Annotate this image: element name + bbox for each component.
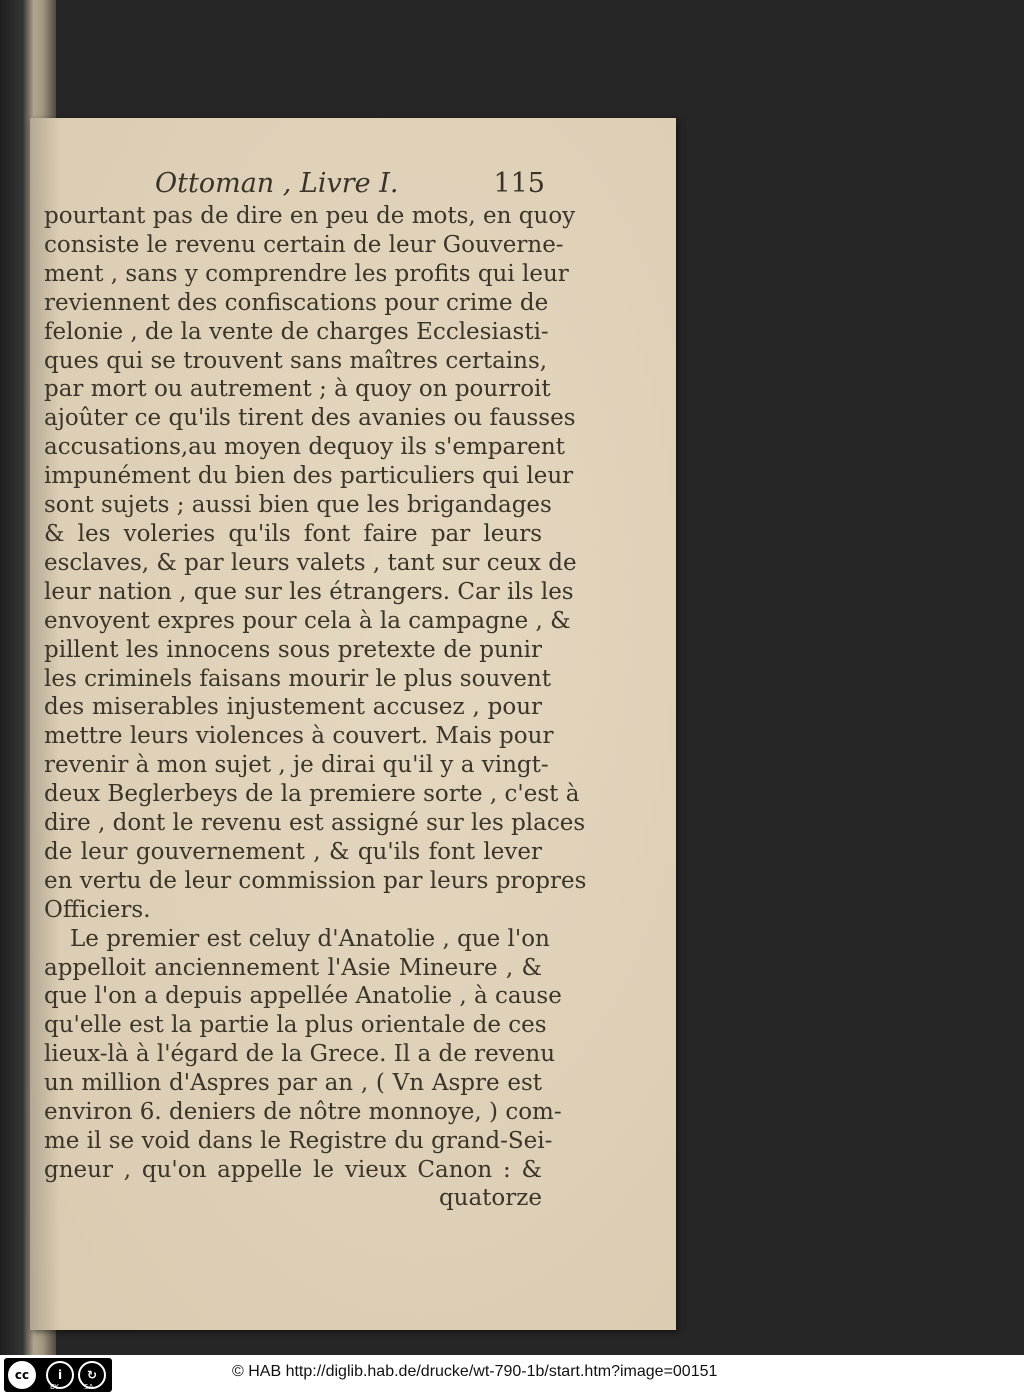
text-line: Officiers.: [44, 896, 151, 923]
copyright-link[interactable]: © HAB http://diglib.hab.de/drucke/wt-790-1b/start.htm?image=00151: [232, 1363, 718, 1380]
text-line: impunément du bien des particuliers qui leur: [44, 463, 574, 490]
text-line: gneur , qu'on appelle le vieux Canon : &: [44, 1156, 542, 1183]
text-line: felonie , de la vente de charges Ecclesiasti-: [44, 318, 549, 345]
text-line: leur nation , que sur les étrangers. Car ils les: [44, 578, 574, 605]
text-line: sont sujets ; aussi bien que les brigandages: [44, 492, 552, 519]
paragraph-start-line: Le premier est celuy d'Anatolie , que l'on: [70, 925, 550, 952]
text-line: envoyent expres pour cela à la campagne , &: [44, 607, 571, 634]
text-line: accusations,au moyen dequoy ils s'emparent: [44, 434, 565, 461]
share-alike-icon: ↻: [78, 1361, 106, 1389]
text-line: dire , dont le revenu est assigné sur les places: [44, 810, 586, 837]
text-line: ajoûter ce qu'ils tirent des avanies ou fausses: [44, 405, 576, 432]
text-line: en vertu de leur commission par leurs propres: [44, 867, 587, 894]
person-icon: i: [46, 1361, 74, 1389]
text-line: mettre leurs violences à couvert. Mais pour: [44, 723, 554, 750]
text-line: pourtant pas de dire en peu de mots, en quoy: [44, 203, 576, 229]
text-line: pillent les innocens sous pretexte de punir: [44, 636, 542, 663]
sa-label: SA: [84, 1383, 94, 1391]
catchword: quatorze: [438, 1185, 542, 1211]
text-line: environ 6. deniers de nôtre monnoye, ) com-: [44, 1099, 562, 1126]
page-number: 115: [493, 168, 545, 199]
text-line: revenir à mon sujet , je dirai qu'il y a vingt-: [44, 752, 549, 779]
page-header: [155, 168, 545, 202]
text-line: un million d'Aspres par an , ( Vn Aspre est: [44, 1070, 542, 1097]
cc-license-badge[interactable]: [4, 1358, 112, 1392]
text-line: & les voleries qu'ils font faire par leurs: [44, 520, 542, 547]
text-line: que l'on a depuis appellée Anatolie , à cause: [44, 983, 562, 1010]
text-line: lieux-là à l'égard de la Grece. Il a de revenu: [44, 1041, 556, 1068]
footer-bar: [0, 1355, 1024, 1395]
text-line: des miserables injustement accusez , pour: [44, 694, 542, 721]
text-line: consiste le revenu certain de leur Gouverne-: [44, 231, 564, 258]
text-line: appelloit anciennement l'Asie Mineure , &: [44, 954, 542, 981]
text-line: de leur gouvernement , & qu'ils font lever: [44, 838, 542, 865]
text-line: ment , sans y comprendre les profits qui leur: [44, 260, 569, 287]
text-line: deux Beglerbeys de la premiere sorte , c'est à: [44, 781, 580, 808]
text-line: ques qui se trouvent sans maîtres certains,: [44, 347, 548, 374]
text-line: me il se void dans le Registre du grand-Sei-: [44, 1128, 553, 1154]
text-line: qu'elle est la partie la plus orientale de ces: [44, 1012, 547, 1039]
text-line: les criminels faisans mourir le plus souvent: [44, 665, 551, 692]
by-label: BY: [50, 1383, 59, 1391]
text-line: par mort ou autrement ; à quoy on pourroit: [44, 376, 551, 403]
cc-icon: cc: [8, 1361, 36, 1389]
text-line: reviennent des confiscations pour crime de: [44, 289, 549, 316]
text-line: esclaves, & par leurs valets , tant sur ceux de: [44, 549, 577, 576]
page-body: [44, 202, 587, 1185]
running-title: Ottoman , Livre I.: [155, 168, 399, 199]
